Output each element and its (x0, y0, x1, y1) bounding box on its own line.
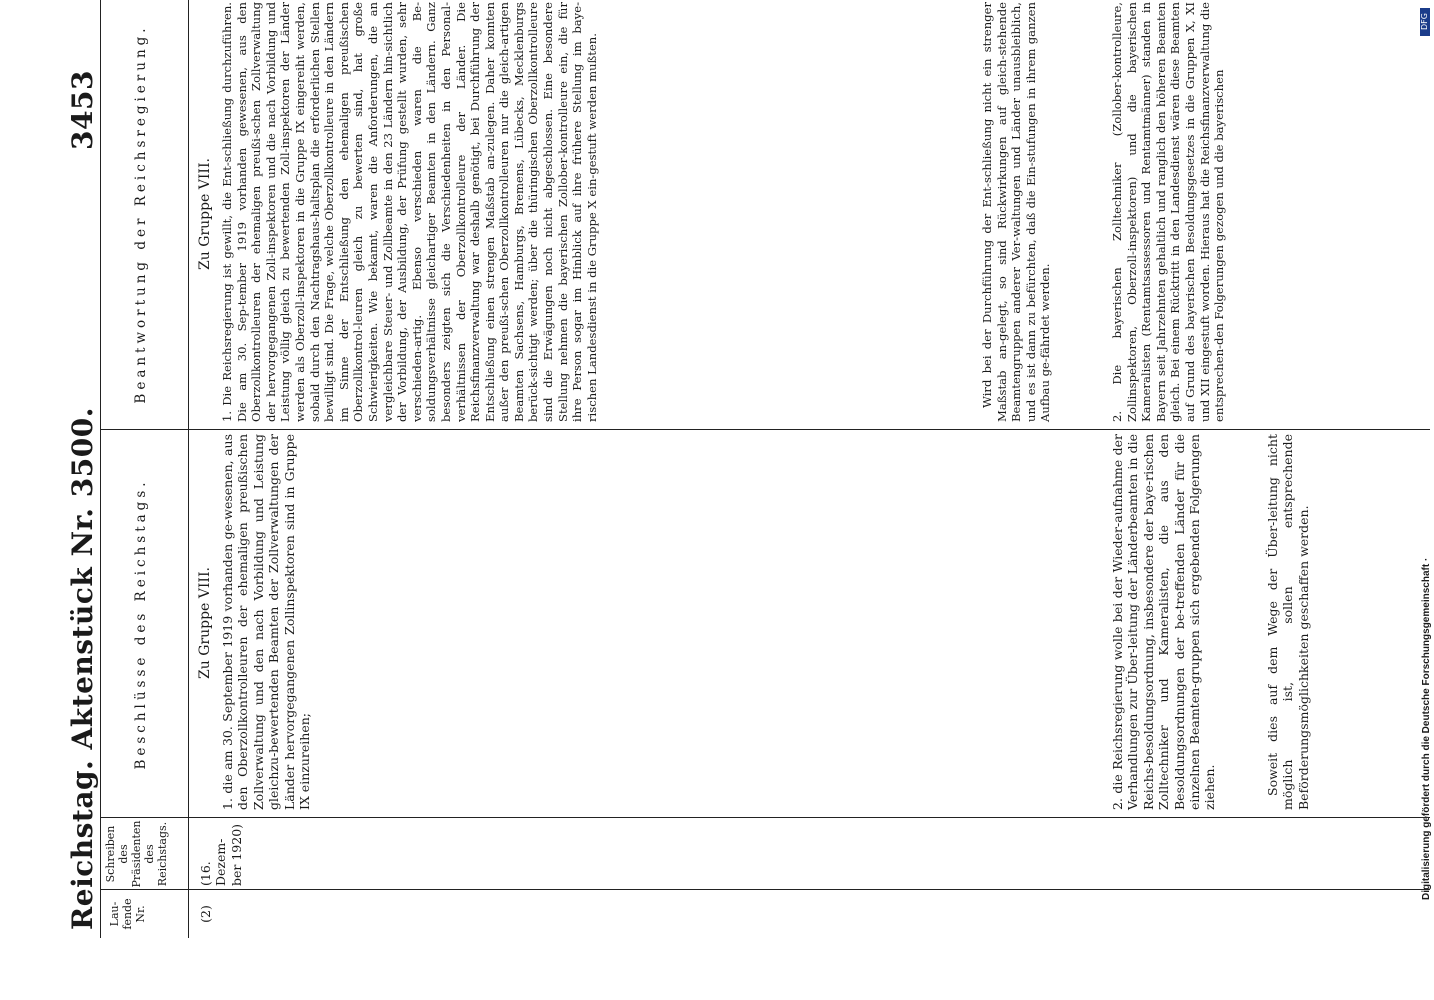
antwort-item-1: 1. Die Reichsregierung ist gewillt, die Ent-schließung durchzuführen. Die am 30. Sep-tember 1919 vorhanden gewesenen, aus den Oberzollkontrolleuren der ehemaligen preußi-schen Zollverwaltung der hervorgegangenen Zoll-inspektoren und die nach Vorbildung und Leistung völlig gleich zu bewertenden Zoll-inspektoren der Länder werden als Oberzoll-inspektoren in die Gruppe IX eingereiht werden, sobald durch den Nachtragshaus-haltsplan die erforderlichen Stellen bewilligt sind. Die Frage, welche Oberzollkontrolleure in den Ländern im Sinne der Entschließung den ehemaligen preußischen Oberzollkontrol-leuren gleich zu bewerten sind, hat große Schwierigkeiten. Wie bekannt, waren die Anforderungen, die an vergleichbare Steuer- und Zollbeamte in den 23 Ländern hin-sichtlich der Vorbildung, der Ausbildung, der Prüfung gestellt wurden, sehr verschieden-artig. Ebenso verschieden waren die Be-soldungsverhältnisse gleichartiger Beamten in den Ländern. Ganz besonders zeigten sich die Verschiedenheiten in den Personal-verhältnissen der Oberzollkontrolleure der Länder. Die Reichsfinanzverwaltung war deshalb genötigt, bei Durchführung der Entschließung einen strengen Maßstab an-zulegen. Daher konnten außer den preußi-schen Oberzollkontrolleuren nur die gleich-artigen Beamten Sachsens, Hamburgs, Bremens, Lübecks, Mecklenburgs berück-sichtigt werden; über die thüringischen Oberzollkontrolleure sind die Erwägungen noch nicht abgeschlossen. Eine besondere Stellung nehmen die bayerischen Zollober-kontrolleure ein, die für ihre Person sogar im Hinblick auf ihre frühere Stellung im baye-rischen Landesdienst in die Gruppe X ein-gestuft werden mußten. (220, 2, 599, 422)
row-schreiben-date: (16. Dezem- ber 1920) (198, 823, 244, 886)
antwort-heading: Zu Gruppe VIII. (197, 158, 213, 270)
header-laufende-nr: Lau- fende Nr. (108, 898, 147, 930)
beschluss-heading: Zu Gruppe VIII. (197, 567, 213, 679)
funding-notice: Digitalisierung gefördert durch die Deutsche Forschungsgemeinschaft · (1421, 557, 1432, 900)
col-sep-2 (100, 817, 1430, 818)
header-schreiben: Schreiben des Präsidenten des Reichstags. (104, 820, 169, 888)
page-header (60, 0, 100, 1000)
table (100, 0, 1430, 1000)
col-sep-1 (100, 889, 1430, 890)
antwort-item-1-cont: Wird bei der Durchführung der Ent-schließung nicht ein strenger Maßstab an-gelegt, so sind Rückwirkungen auf gleich-stehende Beamtengruppen anderer Ver-waltungen und Länder unausbleiblich, und es ist dann zu befürchten, daß die Ein-stufungen in ihrem ganzen Aufbau ge-fährdet werden. (980, 2, 1053, 422)
table-top-rule (100, 0, 101, 938)
beschluss-item-1: 1. die am 30. September 1919 vorhanden ge-wesenen, aus den Oberzollkontrolleuren der ehemaligen preußischen Zollverwaltung und den nach Vorbildung und Leistung gleichzu-bewertenden Beamten der Zollverwaltungen der Länder hervorgegangenen Zollinspektoren sind in Gruppe IX einzureihen; (220, 434, 313, 810)
header-beantwortung: Beantwortung der Reichsregierung. (133, 24, 149, 404)
antwort-item-2: 2. Die bayerischen Zolltechniker (Zollober-kontrolleure, Zollinspektoren, Oberzoll-inspektoren) und die bayerischen Kameralisten (Rentamtsassessoren und Rentamtmänner) standen in Bayern seit Jahrzehnten gehaltlich und ranglich den höheren Beamten gleich. Bei einem Rücktritt in den Landesdienst wären diese Beamten auf Grund des bayerischen Besoldungsgesetzes in die Gruppen X, XI und XII eingestuft worden. Hieraus hat die Reichsfinanzverwaltung die entsprechen-den Folgerungen gezogen und die bayerischen (1110, 2, 1227, 422)
beschluss-item-2-cont: Soweit dies auf dem Wege der Über-leitung nicht möglich ist, sollen entsprechende Beförderungsmöglichkeiten geschaffen werden. (1265, 434, 1311, 810)
row-laufende-nr: (2) (198, 905, 213, 923)
document-title: Reichstag. Aktenstück Nr. 3500. (66, 407, 99, 930)
header-rule (188, 0, 189, 938)
beschluss-item-2: 2. die Reichsregierung wolle bei der Wieder-aufnahme der Verhandlungen zur Über-leitung der Länderbeamten in die Reichs-besoldungsordnung, insbesondere der baye-rischen Zolltechniker und Kameralisten, die aus den Besoldungsordnungen der be-treffenden Länder für die einzelnen Beamten-gruppen sich ergebenden Folgerungen ziehen. (1110, 434, 1218, 810)
col-sep-3 (100, 429, 1430, 430)
dfg-logo: DFG (1420, 8, 1430, 36)
header-beschluesse: Beschlüsse des Reichstags. (133, 478, 149, 770)
page-number: 3453 (66, 70, 99, 150)
